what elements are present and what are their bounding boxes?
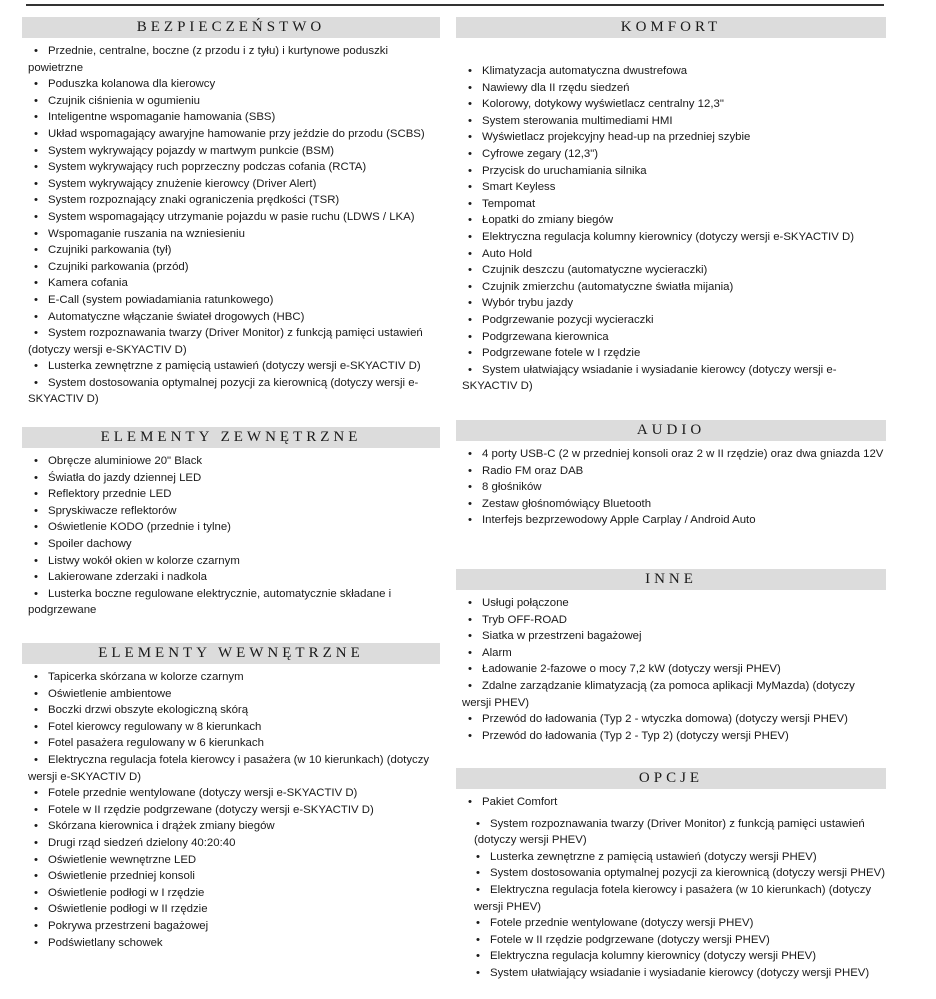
bullet-icon: • — [468, 214, 472, 227]
list-item-text: Podświetlany schowek — [48, 936, 163, 949]
list-item-text: Lakierowane zderzaki i nadkola — [48, 571, 207, 584]
list-item — [28, 126, 440, 143]
bullet-icon: • — [34, 488, 38, 501]
list-item — [28, 143, 440, 160]
bullet-icon: • — [476, 917, 480, 930]
list-item — [462, 711, 886, 728]
bullet-icon: • — [34, 111, 38, 124]
bullet-icon: • — [468, 181, 472, 194]
list-item — [462, 229, 886, 246]
list-item-text: Oświetlenie podłogi w I rzędzie — [48, 886, 205, 899]
list-item-text: Tapicerka skórzana w kolorze czarnym — [48, 671, 244, 683]
list-item-text: System rozpoznający znaki ograniczenia prędkości (TSR) — [48, 194, 340, 207]
bullet-icon: • — [468, 81, 472, 94]
bullet-icon: • — [34, 78, 38, 91]
list-item-text: Fotele w II rzędzie podgrzewane (dotyczy wersji PHEV) — [490, 933, 770, 946]
bullet-icon: • — [34, 455, 38, 467]
package-list — [456, 794, 886, 811]
bullet-icon: • — [468, 448, 472, 460]
list-item — [462, 678, 886, 711]
bullet-icon: • — [34, 537, 38, 550]
list-item-text: Oświetlenie ambientowe — [48, 687, 172, 700]
list-item — [462, 463, 886, 480]
list-item-text: Układ wspomagający awaryjne hamowanie przy jeździe do przodu (SCBS) — [48, 127, 425, 140]
list-item — [28, 686, 440, 703]
list-item — [474, 882, 886, 915]
list-item-text: Zdalne zarządzanie klimatyzacją (za pomoca aplikacji MyMazda) (dotyczy wersji PHEV) — [462, 679, 855, 709]
section-title: INNE — [456, 569, 886, 590]
list-item — [462, 661, 886, 678]
bullet-icon: • — [468, 729, 472, 742]
list-item-text: Czujniki parkowania (tył) — [48, 244, 172, 257]
feature-list — [456, 446, 886, 529]
list-item — [462, 63, 886, 80]
bullet-icon: • — [34, 94, 38, 107]
list-item — [462, 196, 886, 213]
list-item-text: Tryb OFF-ROAD — [482, 613, 568, 626]
list-item-text: Czujnik ciśnienia w ogumieniu — [48, 94, 200, 107]
list-item-text: Kamera cofania — [48, 277, 128, 290]
list-item-text: Oświetlenie przedniej konsoli — [48, 870, 195, 883]
list-item-text: Podgrzewane fotele w I rzędzie — [482, 347, 641, 360]
list-item — [462, 295, 886, 312]
list-item — [28, 735, 440, 752]
bullet-icon: • — [34, 161, 38, 174]
list-item — [28, 918, 440, 935]
list-item-text: Lusterka zewnętrzne z pamięcią ustawień (dotyczy wersji PHEV) — [490, 850, 817, 863]
bullet-icon: • — [34, 936, 38, 949]
list-item-text: Lusterka boczne regulowane elektrycznie, automatycznie składane i podgrzewane — [28, 587, 392, 617]
bullet-icon: • — [468, 497, 472, 510]
bullet-icon: • — [468, 514, 472, 527]
list-item-text: Inteligentne wspomaganie hamowania (SBS) — [48, 111, 276, 124]
bullet-icon: • — [34, 45, 38, 57]
list-item — [28, 719, 440, 736]
bullet-icon: • — [34, 903, 38, 916]
list-item — [28, 519, 440, 536]
list-item-text: Fotele przednie wentylowane (dotyczy wersji e-SKYACTIV D) — [48, 787, 358, 800]
list-item — [28, 669, 440, 686]
bullet-icon: • — [34, 803, 38, 816]
list-item-text: System wykrywający pojazdy w martwym punkcie (BSM) — [48, 144, 335, 157]
list-item — [28, 785, 440, 802]
list-item — [474, 816, 886, 849]
bullet-icon: • — [34, 177, 38, 190]
bullet-icon: • — [34, 471, 38, 484]
bullet-icon: • — [34, 144, 38, 157]
bullet-icon: • — [468, 230, 472, 243]
list-item-text: Radio FM oraz DAB — [482, 464, 584, 477]
list-item — [462, 262, 886, 279]
list-item — [28, 818, 440, 835]
list-item — [28, 935, 440, 952]
bullet-icon: • — [476, 933, 480, 946]
bullet-icon: • — [34, 587, 38, 600]
bullet-icon: • — [476, 966, 480, 979]
list-item-text: Klimatyzacja automatyczna dwustrefowa — [482, 65, 688, 77]
package-label: Pakiet Comfort — [482, 796, 558, 808]
list-item-text: Pokrywa przestrzeni bagażowej — [48, 919, 209, 932]
bullet-icon: • — [476, 867, 480, 880]
list-item — [462, 163, 886, 180]
bullet-icon: • — [34, 687, 38, 700]
list-item-text: Drugi rząd siedzeń dzielony 40:20:40 — [48, 836, 236, 849]
section-title: ELEMENTY ZEWNĘTRZNE — [22, 427, 440, 448]
list-item — [462, 496, 886, 513]
list-item — [462, 312, 886, 329]
list-item-text: Łopatki do zmiany biegów — [482, 214, 614, 227]
list-item-text: Czujniki parkowania (przód) — [48, 260, 189, 273]
list-item — [462, 345, 886, 362]
list-item-text: Przewód do ładowania (Typ 2 - Typ 2) (dotyczy wersji PHEV) — [482, 729, 789, 742]
bullet-icon: • — [468, 247, 472, 260]
package-item — [462, 794, 886, 811]
list-item-text: Siatka w przestrzeni bagażowej — [482, 630, 642, 643]
list-item — [474, 915, 886, 932]
list-item — [28, 586, 440, 619]
bullet-icon: • — [468, 313, 472, 326]
list-item — [28, 275, 440, 292]
list-item — [28, 486, 440, 503]
list-item — [28, 209, 440, 226]
list-item-text: Fotele w II rzędzie podgrzewane (dotyczy wersji e-SKYACTIV D) — [48, 803, 374, 816]
bullet-icon: • — [34, 704, 38, 717]
list-item-text: Reflektory przednie LED — [48, 488, 172, 501]
list-item — [28, 76, 440, 93]
list-item-text: Wybór trybu jazdy — [482, 297, 574, 310]
list-item-text: Listwy wokół okien w kolorze czarnym — [48, 554, 240, 567]
list-item-text: Światła do jazdy dziennej LED — [48, 471, 202, 484]
bullet-icon: • — [34, 227, 38, 240]
list-item-text: Fotel pasażera regulowany w 6 kierunkach — [48, 737, 264, 750]
list-item-text: System ułatwiający wsiadanie i wysiadanie kierowcy (dotyczy wersji PHEV) — [490, 966, 870, 979]
list-item-text: Fotel kierowcy regulowany w 8 kierunkach — [48, 720, 262, 733]
list-item-text: System rozpoznawania twarzy (Driver Monitor) z funkcją pamięci ustawień (dotyczy wersji e-SKYACTIV D) — [28, 327, 423, 356]
list-item — [28, 375, 440, 408]
bullet-icon: • — [468, 679, 472, 692]
list-item — [462, 96, 886, 113]
list-item-text: Fotele przednie wentylowane (dotyczy wersji PHEV) — [490, 917, 754, 930]
bullet-icon: • — [468, 630, 472, 643]
list-item-text: Zestaw głośnomówiący Bluetooth — [482, 497, 652, 510]
bullet-icon: • — [34, 293, 38, 306]
list-item — [28, 536, 440, 553]
list-item — [28, 569, 440, 586]
bullet-icon: • — [34, 376, 38, 389]
bullet-icon: • — [34, 753, 38, 766]
list-item — [474, 948, 886, 965]
bullet-icon: • — [468, 330, 472, 343]
bullet-icon: • — [468, 114, 472, 127]
list-item — [474, 965, 886, 982]
list-item — [28, 885, 440, 902]
list-item-text: System wspomagający utrzymanie pojazdu w pasie ruchu (LDWS / LKA) — [48, 210, 415, 223]
list-item-text: Smart Keyless — [482, 181, 556, 194]
list-item-text: Spryskiwacze reflektorów — [48, 504, 177, 517]
list-item-text: Oświetlenie podłogi w II rzędzie — [48, 903, 208, 916]
list-item-text: Automatyczne włączanie świateł drogowych (HBC) — [48, 310, 305, 323]
list-item — [28, 802, 440, 819]
list-item — [28, 43, 440, 76]
list-item-text: Wspomaganie ruszania na wzniesieniu — [48, 227, 245, 240]
section-title: BEZPIECZEŃSTWO — [22, 17, 440, 38]
list-item — [28, 109, 440, 126]
bullet-icon: • — [34, 820, 38, 833]
list-item — [28, 901, 440, 918]
bullet-icon: • — [34, 836, 38, 849]
list-item — [462, 279, 886, 296]
list-item — [474, 865, 886, 882]
list-item — [28, 159, 440, 176]
list-item-text: Oświetlenie KODO (przednie i tylne) — [48, 521, 231, 534]
list-item — [28, 852, 440, 869]
bullet-icon: • — [468, 65, 472, 77]
section-title: AUDIO — [456, 420, 886, 441]
bullet-icon: • — [468, 481, 472, 494]
list-item — [462, 595, 886, 612]
feature-list — [456, 63, 886, 395]
list-item-text: Cyfrowe zegary (12,3") — [482, 147, 599, 160]
list-item — [28, 868, 440, 885]
bullet-icon: • — [468, 796, 472, 808]
list-item-text: Elektryczna regulacja kolumny kierownicy (dotyczy wersji PHEV) — [490, 950, 817, 963]
list-item — [462, 512, 886, 529]
section-audio — [456, 420, 886, 529]
list-item — [462, 728, 886, 745]
list-item — [462, 479, 886, 496]
list-item-text: Elektryczna regulacja fotela kierowcy i pasażera (w 10 kierunkach) (dotyczy wersji PHEV) — [474, 883, 872, 913]
list-item-text: Nawiewy dla II rzędu siedzeń — [482, 81, 630, 94]
bullet-icon: • — [468, 597, 472, 609]
list-item — [28, 752, 440, 785]
feature-list — [22, 669, 440, 951]
list-item-text: Wyświetlacz projekcyjny head-up na przedniej szybie — [482, 131, 751, 144]
list-item-text: Przewód do ładowania (Typ 2 - wtyczka domowa) (dotyczy wersji PHEV) — [482, 713, 848, 726]
section-bezpieczenstwo — [22, 17, 440, 408]
list-item-text: Tempomat — [482, 197, 536, 210]
list-item — [28, 553, 440, 570]
bullet-icon: • — [34, 886, 38, 899]
bullet-icon: • — [468, 464, 472, 477]
bullet-icon: • — [468, 713, 472, 726]
list-item-text: System wykrywający ruch poprzeczny podczas cofania (RCTA) — [48, 161, 367, 174]
list-item — [462, 446, 886, 463]
bullet-icon: • — [468, 131, 472, 144]
list-item-text: System wykrywający znużenie kierowcy (Driver Alert) — [48, 177, 317, 190]
list-item-text: Elektryczna regulacja fotela kierowcy i pasażera (w 10 kierunkach) (dotyczy wersji e-SKYACTIV D) — [28, 753, 430, 783]
bullet-icon: • — [34, 787, 38, 800]
bullet-icon: • — [468, 646, 472, 659]
list-item — [28, 453, 440, 470]
list-item — [462, 246, 886, 263]
list-item-text: Oświetlenie wewnętrzne LED — [48, 853, 197, 866]
list-item-text: System rozpoznawania twarzy (Driver Monitor) z funkcją pamięci ustawień (dotyczy wersji PHEV) — [474, 817, 865, 847]
list-item — [28, 259, 440, 276]
list-item-text: System dostosowania optymalnej pozycji za kierownicą (dotyczy wersji PHEV) — [490, 867, 886, 880]
list-item-text: Auto Hold — [482, 247, 533, 260]
bullet-icon: • — [34, 919, 38, 932]
list-item — [462, 146, 886, 163]
list-item — [28, 325, 440, 358]
bullet-icon: • — [468, 164, 472, 177]
package-feature-list — [456, 816, 886, 982]
section-opcje — [456, 768, 886, 982]
section-title: ELEMENTY WEWNĘTRZNE — [22, 643, 440, 664]
bullet-icon: • — [34, 327, 38, 340]
list-item-text: Obręcze aluminiowe 20" Black — [48, 455, 203, 467]
list-item — [28, 93, 440, 110]
list-item — [462, 329, 886, 346]
list-item — [462, 80, 886, 97]
bullet-icon: • — [34, 853, 38, 866]
list-item-text: Podgrzewanie pozycji wycieraczki — [482, 313, 654, 326]
bullet-icon: • — [34, 521, 38, 534]
list-item-text: Czujnik zmierzchu (automatyczne światła mijania) — [482, 280, 734, 293]
list-item — [462, 179, 886, 196]
list-item — [462, 129, 886, 146]
bullet-icon: • — [34, 671, 38, 683]
bullet-icon: • — [34, 720, 38, 733]
list-item-text: Przycisk do uruchamiania silnika — [482, 164, 647, 177]
list-item — [28, 309, 440, 326]
section-title: KOMFORT — [456, 17, 886, 38]
list-item-text: 8 głośników — [482, 481, 542, 494]
section-komfort — [456, 17, 886, 395]
list-item — [462, 645, 886, 662]
list-item-text: System dostosowania optymalnej pozycji za kierownicą (dotyczy wersji e-SKYACTIV D) — [28, 376, 419, 406]
list-item-text: E-Call (system powiadamiania ratunkowego) — [48, 293, 274, 306]
list-item — [28, 192, 440, 209]
list-item — [28, 503, 440, 520]
list-item-text: Interfejs bezprzewodowy Apple Carplay / Android Auto — [482, 514, 756, 527]
section-title: OPCJE — [456, 768, 886, 789]
bullet-icon: • — [34, 194, 38, 207]
section-elementy-zewnetrzne — [22, 427, 440, 619]
list-item — [462, 113, 886, 130]
list-item — [28, 292, 440, 309]
bullet-icon: • — [468, 98, 472, 111]
list-item-text: Podgrzewana kierownica — [482, 330, 609, 343]
bullet-icon: • — [34, 310, 38, 323]
bullet-icon: • — [468, 197, 472, 210]
section-elementy-wewnetrzne — [22, 643, 440, 951]
bullet-icon: • — [34, 244, 38, 257]
section-inne — [456, 569, 886, 744]
list-item — [28, 470, 440, 487]
list-item-text: Przednie, centralne, boczne (z przodu i z tyłu) i kurtynowe poduszki powietrzne — [28, 45, 388, 74]
bullet-icon: • — [468, 663, 472, 676]
list-item — [28, 835, 440, 852]
list-item-text: Spoiler dachowy — [48, 537, 132, 550]
list-item — [28, 242, 440, 259]
bullet-icon: • — [34, 571, 38, 584]
list-item-text: Czujnik deszczu (automatyczne wycieraczki) — [482, 264, 708, 277]
bullet-icon: • — [468, 297, 472, 310]
bullet-icon: • — [34, 504, 38, 517]
bullet-icon: • — [34, 360, 38, 373]
list-item — [462, 212, 886, 229]
list-item-text: Lusterka zewnętrzne z pamięcią ustawień (dotyczy wersji e-SKYACTIV D) — [48, 360, 421, 373]
bullet-icon: • — [468, 613, 472, 626]
list-item-text: Poduszka kolanowa dla kierowcy — [48, 78, 216, 91]
list-item — [28, 702, 440, 719]
list-item — [474, 849, 886, 866]
feature-list — [22, 453, 440, 619]
bullet-icon: • — [476, 817, 480, 830]
bullet-icon: • — [34, 870, 38, 883]
bullet-icon: • — [476, 850, 480, 863]
list-item-text: Usługi połączone — [482, 597, 569, 609]
list-item — [462, 362, 886, 395]
feature-list — [456, 595, 886, 744]
top-rule — [26, 4, 884, 6]
bullet-icon: • — [34, 554, 38, 567]
list-item — [474, 932, 886, 949]
list-item-text: Boczki drzwi obszyte ekologiczną skórą — [48, 704, 249, 717]
bullet-icon: • — [468, 363, 472, 376]
list-item — [28, 358, 440, 375]
bullet-icon: • — [34, 210, 38, 223]
bullet-icon: • — [34, 260, 38, 273]
bullet-icon: • — [476, 883, 480, 896]
bullet-icon: • — [468, 264, 472, 277]
list-item-text: Elektryczna regulacja kolumny kierownicy (dotyczy wersji e-SKYACTIV D) — [482, 230, 854, 243]
list-item — [462, 628, 886, 645]
feature-list — [22, 43, 440, 408]
list-item — [462, 612, 886, 629]
list-item — [28, 176, 440, 193]
bullet-icon: • — [476, 950, 480, 963]
list-item-text: Skórzana kierownica i drążek zmiany biegów — [48, 820, 275, 833]
list-item-text: System sterowania multimediami HMI — [482, 114, 673, 127]
list-item-text: Ładowanie 2-fazowe o mocy 7,2 kW (dotyczy wersji PHEV) — [482, 663, 781, 676]
list-item-text: Kolorowy, dotykowy wyświetlacz centralny 12,3" — [482, 98, 724, 111]
bullet-icon: • — [34, 127, 38, 140]
list-item-text: Alarm — [482, 646, 512, 659]
list-item — [28, 226, 440, 243]
bullet-icon: • — [34, 737, 38, 750]
bullet-icon: • — [468, 347, 472, 360]
bullet-icon: • — [34, 277, 38, 290]
list-item-text: System ułatwiający wsiadanie i wysiadanie kierowcy (dotyczy wersji e-SKYACTIV D) — [462, 363, 837, 393]
bullet-icon: • — [468, 147, 472, 160]
bullet-icon: • — [468, 280, 472, 293]
list-item-text: 4 porty USB-C (2 w przedniej konsoli oraz 2 w II rzędzie) oraz dwa gniazda 12V — [482, 448, 884, 460]
